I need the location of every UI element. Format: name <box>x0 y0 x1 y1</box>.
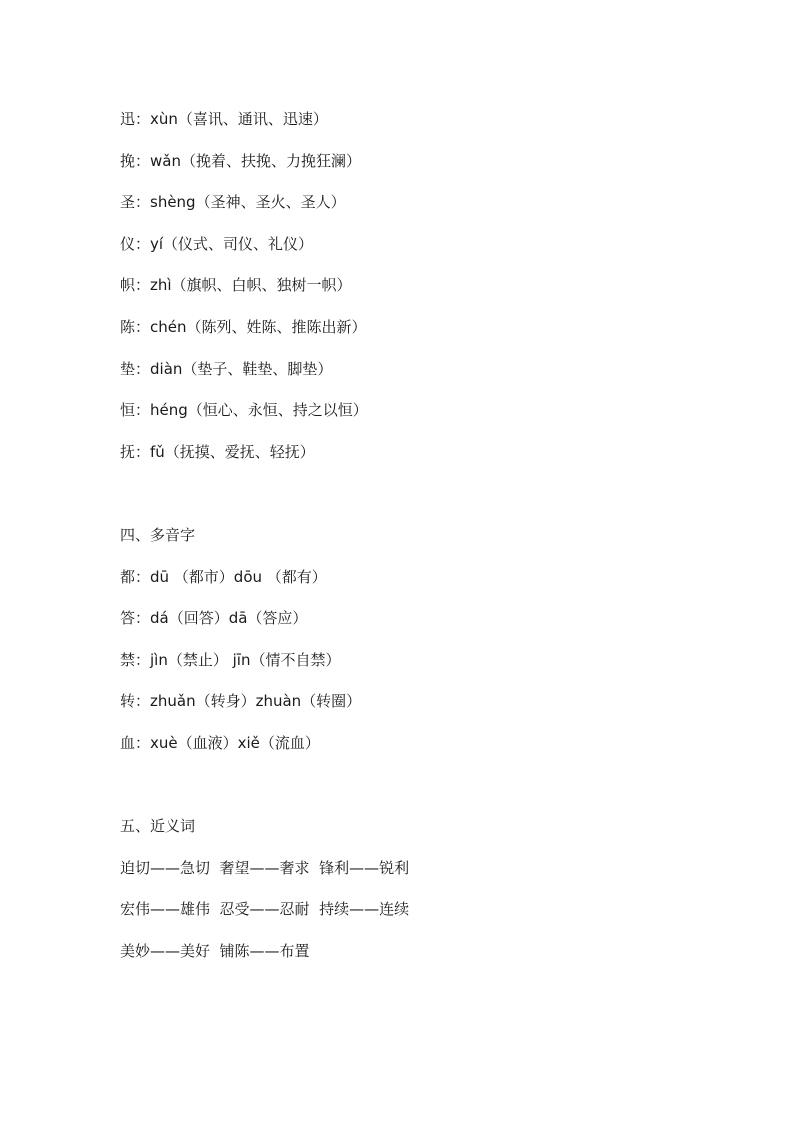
synonym-line: 美妙——美好 铺陈——布置 <box>120 941 310 960</box>
section-heading-polyphonic: 四、多音字 <box>120 525 196 544</box>
section-gap <box>120 478 754 520</box>
char-line: 仪：yí（仪式、司仪、礼仪） <box>120 234 314 253</box>
section-gap <box>120 770 754 812</box>
char-line: 抚：fǔ（抚摸、爱抚、轻抚） <box>120 442 315 461</box>
polyphonic-line: 禁：jìn（禁止） jīn（情不自禁） <box>120 650 341 669</box>
char-line: 垫：diàn（垫子、鞋垫、脚垫） <box>120 359 333 378</box>
polyphonic-line: 都：dū （都市）dōu （都有） <box>120 567 327 586</box>
document-page <box>120 104 754 977</box>
char-line: 圣：shèng（圣神、圣火、圣人） <box>120 193 346 212</box>
section-heading-synonyms: 五、近义词 <box>120 817 196 836</box>
char-line: 帜：zhì（旗帜、白帜、独树一帜） <box>120 276 352 295</box>
polyphonic-line: 转：zhuǎn（转身）zhuàn（转圈） <box>120 692 362 711</box>
char-line: 迅：xùn（喜讯、通讯、迅速） <box>120 110 328 128</box>
char-line: 挽：wǎn（挽着、扶挽、力挽狂澜） <box>120 151 361 170</box>
polyphonic-line: 答：dá（回答）dā（答应） <box>120 609 308 628</box>
char-line: 恒：héng（恒心、永恒、持之以恒） <box>120 401 368 420</box>
polyphonic-line: 血：xuè（血液）xiě（流血） <box>120 733 320 752</box>
synonym-line: 宏伟——雄伟 忍受——忍耐 持续——连续 <box>120 900 410 919</box>
synonym-line: 迫切——急切 奢望——奢求 锋利——锐利 <box>120 858 410 877</box>
char-line: 陈：chén（陈列、姓陈、推陈出新） <box>120 317 367 336</box>
